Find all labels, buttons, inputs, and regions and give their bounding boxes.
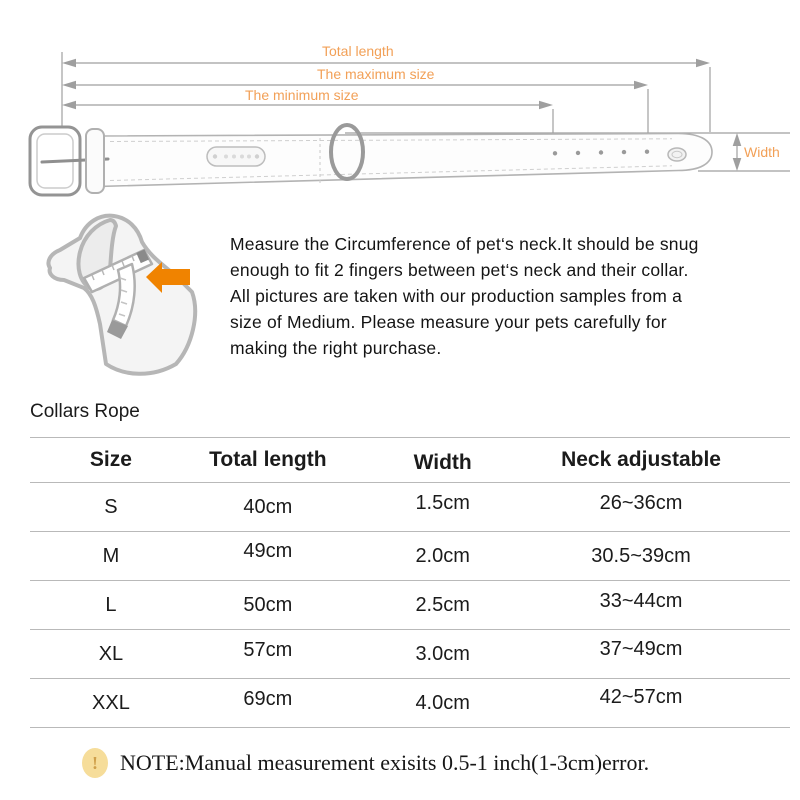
dimension-label-total-length: Total length bbox=[322, 43, 394, 59]
table-row bbox=[30, 630, 790, 679]
table-row bbox=[30, 532, 790, 581]
cell-neck: 26~36cm bbox=[599, 491, 683, 514]
dimension-label-width: Width bbox=[744, 144, 780, 160]
cell-total: 40cm bbox=[243, 495, 293, 518]
cell-size: XXL bbox=[92, 691, 130, 714]
dog-illustration bbox=[40, 206, 210, 378]
header-width: Width bbox=[413, 451, 472, 474]
cell-neck: 30.5~39cm bbox=[591, 544, 691, 567]
dimension-label-maximum-size: The maximum size bbox=[317, 66, 435, 82]
table-row bbox=[30, 581, 790, 630]
collar-measurement-diagram bbox=[0, 0, 800, 222]
exclamation-icon: ! bbox=[82, 748, 108, 778]
header-neck-adjustable: Neck adjustable bbox=[561, 448, 721, 471]
cell-width: 3.0cm bbox=[415, 642, 470, 665]
size-table bbox=[30, 437, 790, 728]
header-total-length: Total length bbox=[209, 448, 327, 471]
note bbox=[82, 748, 649, 778]
cell-size: M bbox=[102, 544, 120, 567]
cell-width: 2.0cm bbox=[415, 544, 470, 567]
cell-total: 69cm bbox=[243, 687, 293, 710]
table-header-row bbox=[30, 438, 790, 483]
dimension-label-minimum-size: The minimum size bbox=[245, 87, 359, 103]
cell-size: S bbox=[104, 495, 118, 518]
cell-neck: 42~57cm bbox=[599, 685, 683, 708]
cell-neck: 33~44cm bbox=[599, 589, 683, 612]
cell-total: 50cm bbox=[243, 593, 293, 616]
keeper-loop bbox=[86, 129, 104, 193]
tip-rivet bbox=[668, 148, 686, 161]
cell-width: 4.0cm bbox=[415, 691, 470, 714]
table-row bbox=[30, 483, 790, 532]
cell-total: 57cm bbox=[243, 638, 293, 661]
cell-size: XL bbox=[98, 642, 124, 665]
table-row bbox=[30, 679, 790, 728]
cell-width: 1.5cm bbox=[415, 491, 470, 514]
note-text: NOTE:Manual measurement exisits 0.5-1 inch(1-3cm)error. bbox=[120, 750, 650, 775]
header-size: Size bbox=[89, 448, 132, 471]
cell-size: L bbox=[105, 593, 117, 616]
cell-width: 2.5cm bbox=[415, 593, 470, 616]
cell-total: 49cm bbox=[243, 539, 293, 562]
cell-neck: 37~49cm bbox=[599, 637, 683, 660]
measure-instructions: Measure the Circumference of pet‘s neck.It should be snug enough to fit 2 fingers between pet‘s neck and their collar. All pictures are taken with our production samples from a size of Medium. Please measure your pets carefully for making the right purchase. bbox=[230, 234, 699, 358]
collar-illustration bbox=[30, 125, 712, 195]
table-caption: Collars Rope bbox=[30, 401, 140, 422]
